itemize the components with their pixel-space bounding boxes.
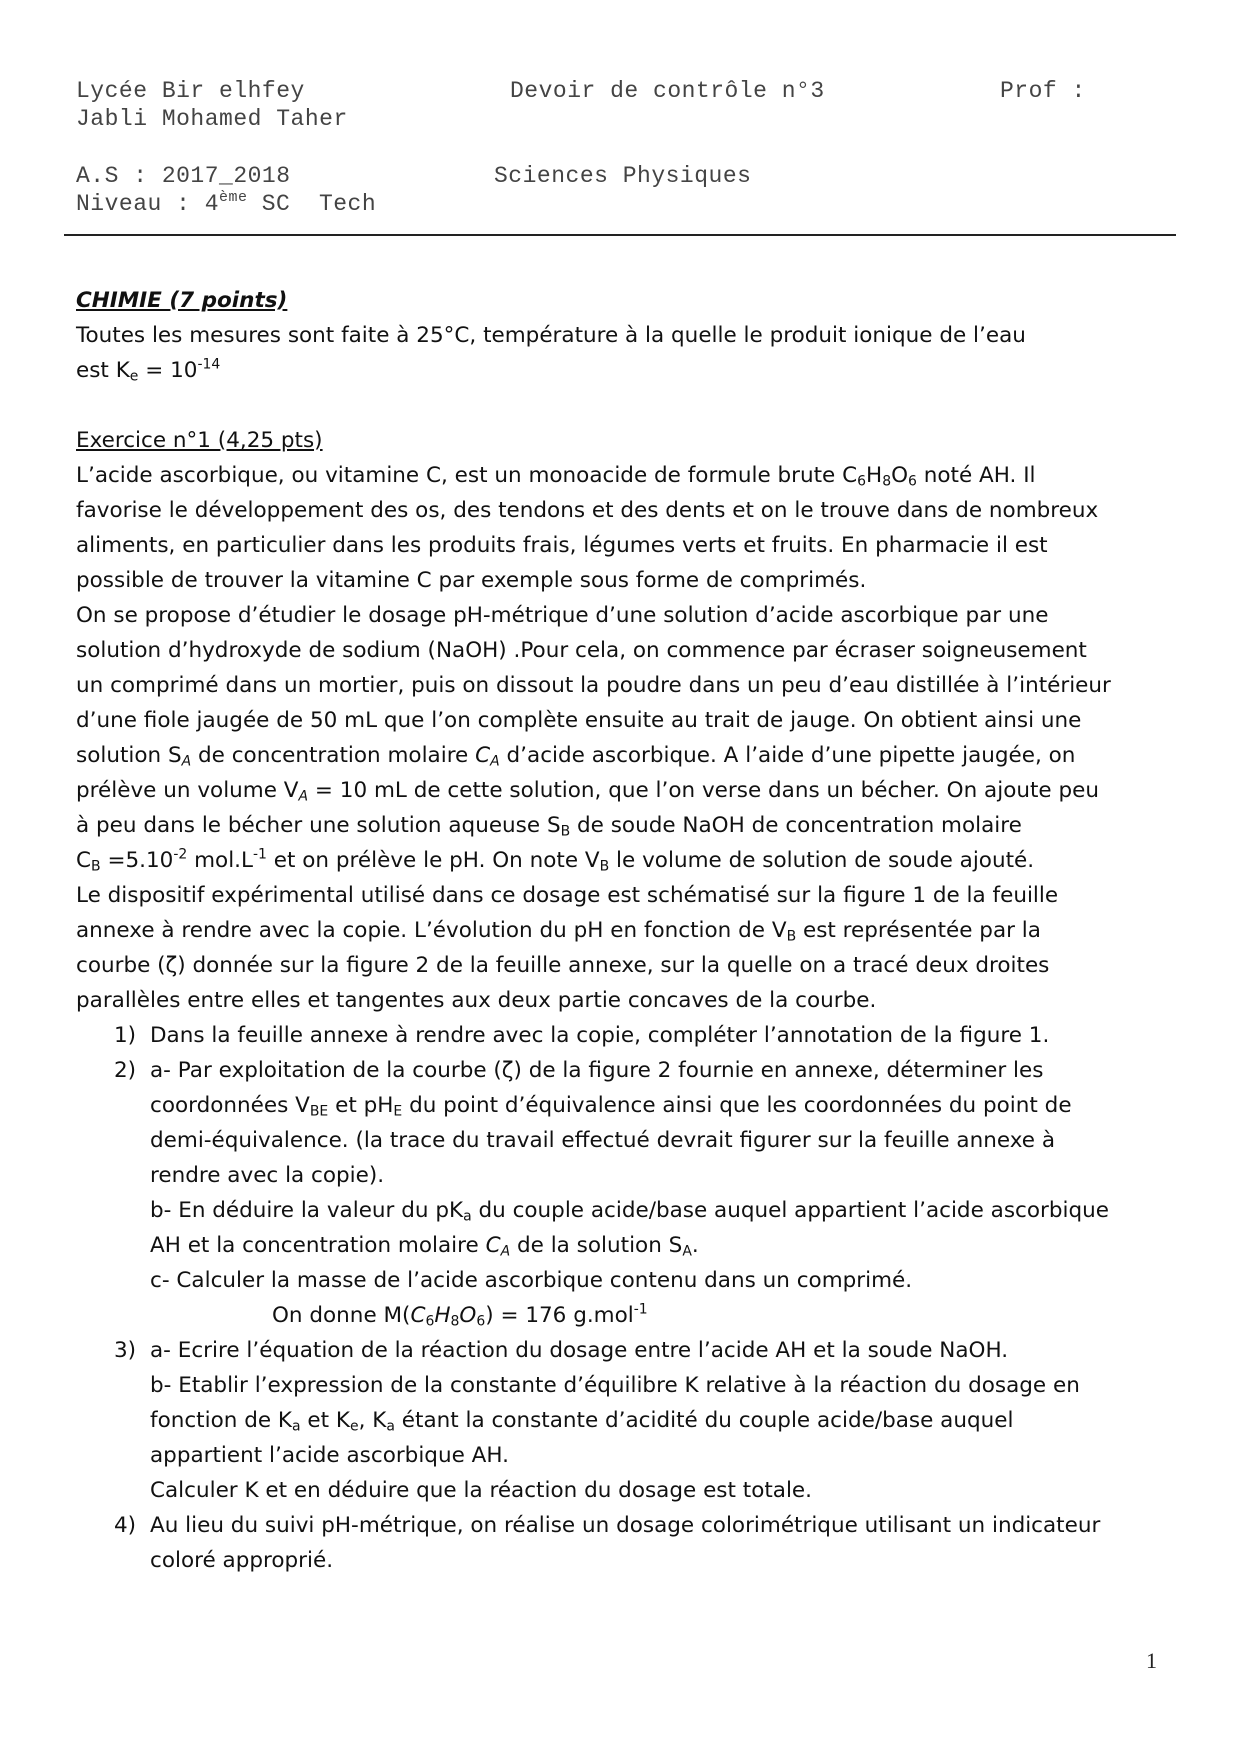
- exercise-line-4: possible de trouver la vitamine C par exemple sous forme de comprimés.: [76, 568, 867, 593]
- intro-line-2: est $K_e = 10^{-14}$: [76, 356, 221, 385]
- question-3-number: 3): [114, 1338, 137, 1363]
- exercise-line-13: Le dispositif expérimental utilisé dans ce dosage est schématisé sur la figure 1 de la feuille: [76, 883, 1059, 908]
- question-3b-line-1: b- Etablir l’expression de la constante d’équilibre K relative à la réaction du dosage en: [150, 1373, 1080, 1398]
- question-2-number: 2): [114, 1058, 137, 1083]
- question-2b-line-2: AH et la concentration molaire $C_A$ de la solution $S_A$.: [150, 1233, 699, 1260]
- section-title: CHIMIE (7 points): [76, 288, 288, 313]
- exercise-line-10: prélève un volume $V_A = 10$ mL de cette solution, que l’on verse dans un bécher. On ajoute peu: [76, 778, 1099, 805]
- question-2a-line-2: coordonnées $V_{BE}$ et $pH_E$ du point d’équivalence ainsi que les coordonnées du point de: [150, 1093, 1072, 1120]
- exercise-line-15: courbe (ζ) donnée sur la figure 2 de la feuille annexe, sur la quelle on a tracé deux droites: [76, 953, 1050, 978]
- question-2a-line-1: a- Par exploitation de la courbe (ζ) de la figure 2 fournie en annexe, déterminer les: [150, 1058, 1044, 1083]
- exercise-line-14: annexe à rendre avec la copie. L’évolution du pH en fonction de $V_B$ est représentée par la: [76, 918, 1041, 945]
- exercise-title: Exercice n°1 (4,25 pts): [76, 428, 323, 453]
- question-4-number: 4): [114, 1513, 137, 1538]
- question-3b-line-2: fonction de $K_a$ et $K_e$, $K_a$ étant la constante d’acidité du couple acide/base auquel: [150, 1408, 1014, 1435]
- question-2a-line-3: demi-équivalence. (la trace du travail effectué devrait figurer sur la feuille annexe à: [150, 1128, 1056, 1153]
- exercise-line-2: favorise le développement des os, des tendons et des dents et on le trouve dans de nombreux: [76, 498, 1099, 523]
- subject: Sciences Physiques: [494, 163, 752, 189]
- intro-line-1: Toutes les mesures sont faite à 25°C, température à la quelle le produit ionique de l’eau: [76, 323, 1026, 348]
- exercise-line-1: L’acide ascorbique, ou vitamine C, est un monoacide de formule brute $C_6H_8O_6$ noté AH. Il: [76, 463, 1036, 490]
- school-name: Lycée Bir elhfey: [76, 78, 305, 104]
- question-3b-line-3: appartient l’acide ascorbique AH.: [150, 1443, 509, 1468]
- exam-title: Devoir de contrôle n°3: [510, 78, 825, 104]
- question-4-line-2: coloré approprié.: [150, 1548, 334, 1573]
- exercise-line-3: aliments, en particulier dans les produits frais, légumes verts et fruits. En pharmacie il est: [76, 533, 1048, 558]
- question-1-number: 1): [114, 1023, 137, 1048]
- exercise-line-8: d’une fiole jaugée de 50 mL que l’on complète ensuite au trait de jauge. On obtient ainsi une: [76, 708, 1082, 733]
- question-2a-line-4: rendre avec la copie).: [150, 1163, 385, 1188]
- prof-name: Jabli Mohamed Taher: [76, 106, 348, 132]
- question-2c-line-2: On donne $M(C_6H_8O_6) = 176$ g.mol$^{-1}$: [272, 1301, 648, 1330]
- question-1: Dans la feuille annexe à rendre avec la copie, compléter l’annotation de la figure 1.: [150, 1023, 1050, 1048]
- level: Niveau : 4ème SC Tech: [76, 190, 377, 217]
- exercise-line-9: solution $S_A$ de concentration molaire $C_A$ d’acide ascorbique. A l’aide d’une pipette jaugée, on: [76, 743, 1076, 770]
- question-3b-line-4: Calculer K et en déduire que la réaction du dosage est totale.: [150, 1478, 812, 1503]
- exercise-line-11: à peu dans le bécher une solution aqueuse $S_B$ de soude NaOH de concentration molaire: [76, 813, 1022, 840]
- question-2b-line-1: b- En déduire la valeur du $pK_a$ du couple acide/base auquel appartient l’acide ascorbique: [150, 1198, 1109, 1225]
- exercise-line-5: On se propose d’étudier le dosage pH-métrique d’une solution d’acide ascorbique par une: [76, 603, 1049, 628]
- question-3a: a- Ecrire l’équation de la réaction du dosage entre l’acide AH et la soude NaOH.: [150, 1338, 1009, 1363]
- exercise-line-6: solution d’hydroxyde de sodium (NaOH) .Pour cela, on commence par écraser soigneusement: [76, 638, 1087, 663]
- header-divider: [64, 234, 1176, 236]
- school-year: A.S : 2017_2018: [76, 163, 291, 189]
- question-4-line-1: Au lieu du suivi pH-métrique, on réalise un dosage colorimétrique utilisant un indicateur: [150, 1513, 1101, 1538]
- exercise-line-16: parallèles entre elles et tangentes aux deux partie concaves de la courbe.: [76, 988, 877, 1013]
- exercise-line-12: $C_B =5.10^{-2}$ $mol.L^{-1}$ et on prélève le pH. On note $V_B$ le volume de solution de soude ajouté.: [76, 846, 1035, 875]
- question-2c-line-1: c- Calculer la masse de l’acide ascorbique contenu dans un comprimé.: [150, 1268, 913, 1293]
- page-number: 1: [1146, 1648, 1157, 1673]
- exercise-line-7: un comprimé dans un mortier, puis on dissout la poudre dans un peu d’eau distillée à l’intérieur: [76, 673, 1111, 698]
- prof-label: Prof :: [1000, 78, 1086, 104]
